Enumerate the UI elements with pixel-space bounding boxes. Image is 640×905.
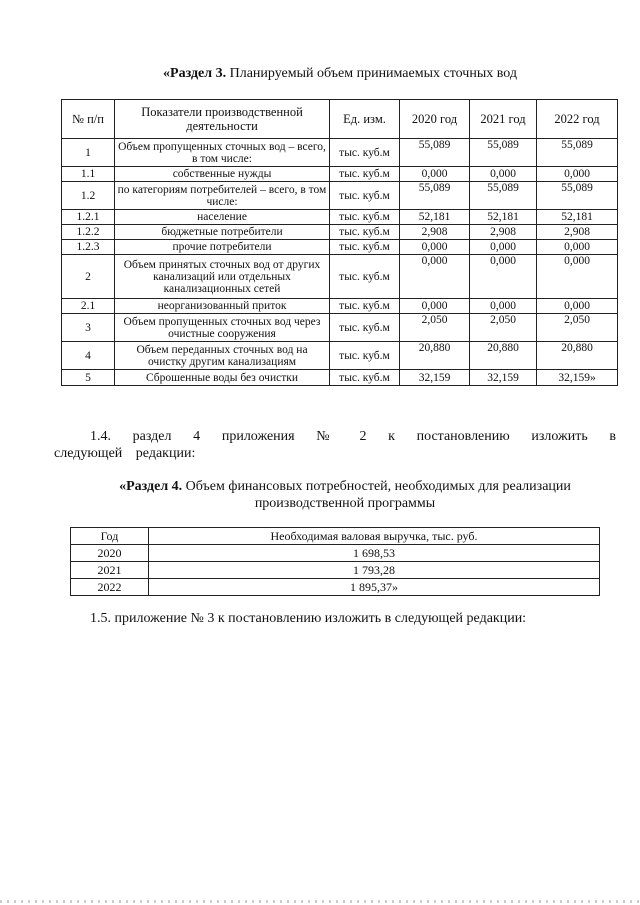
row-indicator: Объем пропущенных сточных вод – всего, в том числе: [115, 139, 330, 167]
row-value-2020: 55,089 [400, 139, 470, 167]
table-row [62, 210, 618, 225]
row-value-2022: 2,050 [537, 314, 618, 342]
row-value-2020: 55,089 [400, 182, 470, 210]
table-header-row [62, 100, 618, 139]
row-value-2022: 20,880 [537, 342, 618, 370]
row-indicator: Объем пропущенных сточных вод через очистные сооружения [115, 314, 330, 342]
table-row [62, 240, 618, 255]
row-value-2022: 0,000 [537, 167, 618, 182]
row-unit: тыс. куб.м [330, 299, 400, 314]
row-value-2022: 2,908 [537, 225, 618, 240]
scan-edge-artifact [0, 900, 640, 903]
header-year: Год [71, 528, 149, 545]
header-2021: 2021 год [470, 100, 537, 139]
row-num: 2.1 [62, 299, 115, 314]
row-value-2021: 0,000 [470, 255, 537, 299]
row-year: 2021 [71, 562, 149, 579]
row-num: 1.2.1 [62, 210, 115, 225]
table-row [62, 299, 618, 314]
row-value-2020: 2,908 [400, 225, 470, 240]
row-value-2021: 0,000 [470, 240, 537, 255]
row-value-2022: 55,089 [537, 139, 618, 167]
row-num: 2 [62, 255, 115, 299]
table-row [62, 314, 618, 342]
row-unit: тыс. куб.м [330, 342, 400, 370]
row-unit: тыс. куб.м [330, 167, 400, 182]
row-unit: тыс. куб.м [330, 139, 400, 167]
table-row [62, 139, 618, 167]
section4-title-bold: «Раздел 4. [119, 479, 183, 494]
row-revenue: 1 895,37» [149, 579, 600, 596]
row-value-2020: 32,159 [400, 370, 470, 386]
row-unit: тыс. куб.м [330, 370, 400, 386]
row-value-2021: 2,050 [470, 314, 537, 342]
row-year: 2020 [71, 545, 149, 562]
row-value-2020: 52,181 [400, 210, 470, 225]
row-value-2022: 55,089 [537, 182, 618, 210]
row-value-2021: 55,089 [470, 139, 537, 167]
row-value-2022: 0,000 [537, 240, 618, 255]
table-row [62, 182, 618, 210]
section3-table [61, 99, 618, 386]
row-indicator: Объем принятых сточных вод от других канализаций или отдельных канализационных сетей [115, 255, 330, 299]
section4-title [90, 478, 600, 512]
row-value-2020: 0,000 [400, 240, 470, 255]
row-unit: тыс. куб.м [330, 240, 400, 255]
header-2020: 2020 год [400, 100, 470, 139]
table-row [62, 370, 618, 386]
row-revenue: 1 698,53 [149, 545, 600, 562]
table-row [62, 225, 618, 240]
row-unit: тыс. куб.м [330, 210, 400, 225]
row-value-2020: 0,000 [400, 167, 470, 182]
row-indicator: Сброшенные воды без очистки [115, 370, 330, 386]
row-value-2022: 0,000 [537, 255, 618, 299]
paragraph-1-5: 1.5. приложение № 3 к постановлению изложить в следующей редакции: [90, 611, 527, 626]
header-revenue: Необходимая валовая выручка, тыс. руб. [149, 528, 600, 545]
row-value-2021: 0,000 [470, 299, 537, 314]
row-value-2021: 2,908 [470, 225, 537, 240]
row-value-2021: 52,181 [470, 210, 537, 225]
row-value-2021: 55,089 [470, 182, 537, 210]
row-unit: тыс. куб.м [330, 182, 400, 210]
row-num: 1.2.3 [62, 240, 115, 255]
row-indicator: прочие потребители [115, 240, 330, 255]
row-num: 1.2.2 [62, 225, 115, 240]
table-row [62, 342, 618, 370]
row-value-2021: 20,880 [470, 342, 537, 370]
row-num: 1.2 [62, 182, 115, 210]
row-value-2020: 0,000 [400, 255, 470, 299]
row-year: 2022 [71, 579, 149, 596]
row-num: 1.1 [62, 167, 115, 182]
section3-title-bold: «Раздел 3. [163, 66, 227, 81]
row-value-2021: 32,159 [470, 370, 537, 386]
row-value-2021: 0,000 [470, 167, 537, 182]
row-indicator: неорганизованный приток [115, 299, 330, 314]
header-indicator: Показатели производственной деятельности [115, 100, 330, 139]
row-value-2022: 0,000 [537, 299, 618, 314]
row-indicator: население [115, 210, 330, 225]
row-num: 4 [62, 342, 115, 370]
row-value-2020: 2,050 [400, 314, 470, 342]
row-num: 5 [62, 370, 115, 386]
row-num: 1 [62, 139, 115, 167]
row-indicator: бюджетные потребители [115, 225, 330, 240]
row-unit: тыс. куб.м [330, 255, 400, 299]
table-row [71, 545, 600, 562]
table-row [62, 167, 618, 182]
section3-title [60, 65, 620, 82]
row-unit: тыс. куб.м [330, 314, 400, 342]
row-value-2020: 20,880 [400, 342, 470, 370]
table-row [62, 255, 618, 299]
row-indicator: собственные нужды [115, 167, 330, 182]
header-num: № п/п [62, 100, 115, 139]
row-indicator: Объем переданных сточных вод на очистку другим канализациям [115, 342, 330, 370]
row-value-2022: 52,181 [537, 210, 618, 225]
table-row [71, 562, 600, 579]
section4-title-text: Объем финансовых потребностей, необходимых для реализации производственной программы [182, 479, 571, 511]
row-revenue: 1 793,28 [149, 562, 600, 579]
row-value-2022: 32,159» [537, 370, 618, 386]
row-unit: тыс. куб.м [330, 225, 400, 240]
header-unit: Ед. изм. [330, 100, 400, 139]
header-2022: 2022 год [537, 100, 618, 139]
row-indicator: по категориям потребителей – всего, в том числе: [115, 182, 330, 210]
table-header-row [71, 528, 600, 545]
row-num: 3 [62, 314, 115, 342]
section3-title-text: Планируемый объем принимаемых сточных вод [226, 66, 517, 81]
row-value-2020: 0,000 [400, 299, 470, 314]
table-row [71, 579, 600, 596]
paragraph-1-4: 1.4. раздел 4 приложения № 2 к постановлению изложить в следующей редакции: [54, 429, 616, 461]
section4-table [70, 527, 600, 596]
